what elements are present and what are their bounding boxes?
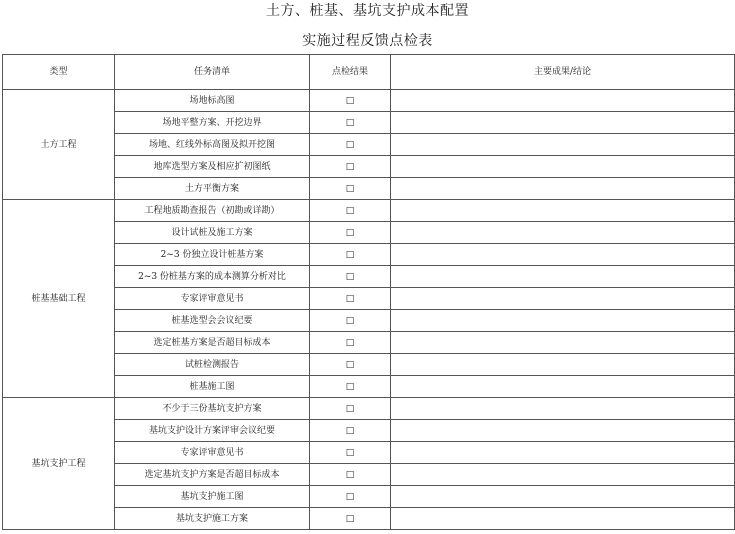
- checkbox[interactable]: □: [345, 139, 355, 150]
- task-cell: 桩基施工图: [115, 376, 310, 398]
- task-cell: 场地标高图: [115, 90, 310, 112]
- task-cell: 不少于三份基坑支护方案: [115, 398, 310, 420]
- table-row: [3, 398, 735, 420]
- check-cell: [310, 310, 391, 332]
- result-cell[interactable]: [391, 376, 735, 398]
- task-cell: 场地、红线外标高图及拟开挖图: [115, 134, 310, 156]
- checklist-table: [2, 54, 735, 530]
- result-cell[interactable]: [391, 244, 735, 266]
- check-cell: [310, 156, 391, 178]
- checkbox[interactable]: □: [345, 469, 355, 480]
- task-cell: 基坑支护施工图: [115, 486, 310, 508]
- task-cell: 场地平整方案、开挖边界: [115, 112, 310, 134]
- checkbox[interactable]: □: [345, 249, 355, 260]
- category-cell: 土方工程: [3, 90, 115, 200]
- check-cell: [310, 486, 391, 508]
- task-cell: 选定基坑支护方案是否超目标成本: [115, 464, 310, 486]
- checkbox[interactable]: □: [345, 447, 355, 458]
- checkbox[interactable]: □: [345, 315, 355, 326]
- result-cell[interactable]: [391, 310, 735, 332]
- checkbox[interactable]: □: [345, 425, 355, 436]
- header-task: 任务清单: [115, 55, 310, 90]
- result-cell[interactable]: [391, 420, 735, 442]
- result-cell[interactable]: [391, 200, 735, 222]
- check-cell: [310, 376, 391, 398]
- result-cell[interactable]: [391, 288, 735, 310]
- task-cell: 选定桩基方案是否超目标成本: [115, 332, 310, 354]
- result-cell[interactable]: [391, 398, 735, 420]
- check-cell: [310, 288, 391, 310]
- task-cell: 土方平衡方案: [115, 178, 310, 200]
- table-row: [3, 90, 735, 112]
- category-cell: 基坑支护工程: [3, 398, 115, 530]
- task-cell: 专家评审意见书: [115, 442, 310, 464]
- checkbox[interactable]: □: [345, 227, 355, 238]
- task-cell: 桩基选型会会议纪要: [115, 310, 310, 332]
- result-cell[interactable]: [391, 222, 735, 244]
- check-cell: [310, 244, 391, 266]
- form-title: 土方、桩基、基坑支护成本配置: [266, 3, 469, 19]
- check-cell: [310, 200, 391, 222]
- check-cell: [310, 134, 391, 156]
- result-cell[interactable]: [391, 266, 735, 288]
- result-cell[interactable]: [391, 442, 735, 464]
- result-cell[interactable]: [391, 464, 735, 486]
- checkbox[interactable]: □: [345, 271, 355, 282]
- check-cell: [310, 178, 391, 200]
- task-cell: 基坑支护设计方案评审会议纪要: [115, 420, 310, 442]
- task-cell: 专家评审意见书: [115, 288, 310, 310]
- check-cell: [310, 420, 391, 442]
- result-cell[interactable]: [391, 178, 735, 200]
- header-row: [3, 55, 735, 90]
- task-cell: 2~3 份独立设计桩基方案: [115, 244, 310, 266]
- task-cell: 2~3 份桩基方案的成本测算分析对比: [115, 266, 310, 288]
- form-subtitle: 实施过程反馈点检表: [302, 33, 433, 49]
- checkbox[interactable]: □: [345, 491, 355, 502]
- check-cell: [310, 222, 391, 244]
- check-cell: [310, 464, 391, 486]
- result-cell[interactable]: [391, 156, 735, 178]
- header-check: 点检结果: [310, 55, 391, 90]
- checkbox[interactable]: □: [345, 337, 355, 348]
- checkbox[interactable]: □: [345, 161, 355, 172]
- check-cell: [310, 508, 391, 530]
- result-cell[interactable]: [391, 112, 735, 134]
- result-cell[interactable]: [391, 332, 735, 354]
- checkbox[interactable]: □: [345, 95, 355, 106]
- checkbox[interactable]: □: [345, 293, 355, 304]
- header-type: 类型: [3, 55, 115, 90]
- checkbox[interactable]: □: [345, 183, 355, 194]
- check-cell: [310, 442, 391, 464]
- check-cell: [310, 112, 391, 134]
- category-cell: 桩基基础工程: [3, 200, 115, 398]
- check-cell: [310, 398, 391, 420]
- result-cell[interactable]: [391, 508, 735, 530]
- checkbox[interactable]: □: [345, 205, 355, 216]
- task-cell: 试桩检测报告: [115, 354, 310, 376]
- task-cell: 基坑支护施工方案: [115, 508, 310, 530]
- check-cell: [310, 332, 391, 354]
- checkbox[interactable]: □: [345, 381, 355, 392]
- check-cell: [310, 90, 391, 112]
- task-cell: 设计试桩及施工方案: [115, 222, 310, 244]
- checkbox[interactable]: □: [345, 513, 355, 524]
- result-cell[interactable]: [391, 90, 735, 112]
- result-cell[interactable]: [391, 486, 735, 508]
- checkbox[interactable]: □: [345, 359, 355, 370]
- checklist-body: [3, 90, 735, 530]
- task-cell: 地库选型方案及相应扩初图纸: [115, 156, 310, 178]
- check-cell: [310, 354, 391, 376]
- table-row: [3, 200, 735, 222]
- task-cell: 工程地质勘查报告（初勘或详勘）: [115, 200, 310, 222]
- header-result: 主要成果/结论: [391, 55, 735, 90]
- result-cell[interactable]: [391, 354, 735, 376]
- check-cell: [310, 266, 391, 288]
- checkbox[interactable]: □: [345, 403, 355, 414]
- result-cell[interactable]: [391, 134, 735, 156]
- checkbox[interactable]: □: [345, 117, 355, 128]
